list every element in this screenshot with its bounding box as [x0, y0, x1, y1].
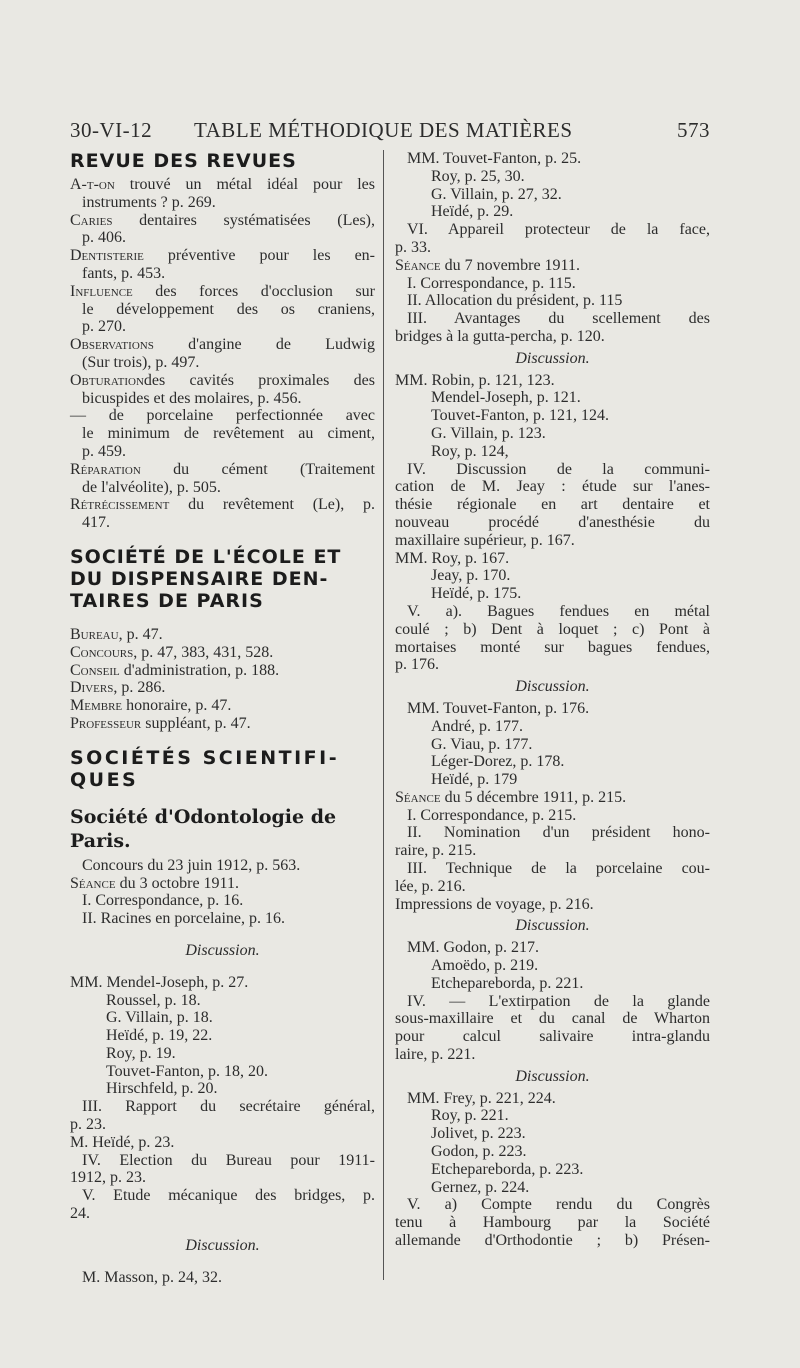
index-entry: Touvet-Fanton, p. 121, 124. [431, 407, 609, 425]
index-entry: I. Correspondance, p. 215. [407, 806, 577, 824]
index-entry: G. Viau, p. 177. [431, 735, 533, 753]
section-heading-societe-ecole: SOCIÉTÉ DE L'ÉCOLE ET DU DISPENSAIRE DEN- TAIRES DE PARIS [70, 545, 342, 612]
index-entry: 417. [82, 514, 110, 532]
running-header [70, 118, 710, 148]
index-entry: Etchepareborda, p. 221. [431, 974, 584, 992]
index-entry: MM. Godon, p. 217. [407, 939, 540, 957]
index-entry: André, p. 177. [431, 717, 523, 735]
section-heading-societes-scientifiques: SOCIÉTÉS SCIENTIFI- QUES [70, 746, 340, 791]
discussion-label: Discussion. [515, 349, 590, 367]
index-entry: le développement des os craniens, [82, 300, 375, 318]
index-entry: G. Villain, p. 27, 32. [431, 185, 562, 203]
index-entry: Obturationdes cavités proximales des [70, 371, 375, 389]
index-entry: Caries dentaires systématisées (Les), [70, 211, 375, 229]
index-entry: MM. Robin, p. 121, 123. [395, 371, 555, 389]
index-entry: 24. [70, 1205, 90, 1223]
index-entry: M. Heïdé, p. 23. [70, 1133, 175, 1151]
index-entry: MM. Touvet-Fanton, p. 176. [407, 699, 590, 717]
index-entry: I. Correspondance, p. 115. [407, 274, 576, 292]
index-entry: — de porcelaine perfectionnée avec [70, 407, 375, 425]
index-entry: Réparation du cément (Traitement [70, 460, 375, 478]
index-entry: cation de M. Jeay : étude sur l'anes- [395, 478, 710, 496]
index-entry: 1912, p. 23. [70, 1169, 146, 1187]
index-entry: MM. Roy, p. 167. [395, 549, 510, 567]
header-date: 30-VI-12 [70, 118, 153, 142]
index-entry: II. Allocation du président, p. 115 [407, 292, 623, 310]
index-entry: A-t-on trouvé un métal idéal pour les [70, 176, 375, 193]
discussion-label: Discussion. [515, 917, 590, 935]
section-heading-revue: REVUE DES REVUES [70, 150, 297, 172]
index-entry: III. Avantages du scellement des [407, 310, 710, 328]
index-entry: p. 270. [82, 318, 126, 336]
index-entry: Léger-Dorez, p. 178. [431, 753, 565, 771]
page-number: 573 [677, 118, 710, 142]
index-entry: MM. Frey, p. 221, 224. [407, 1089, 556, 1107]
index-entry: Divers, p. 286. [70, 679, 166, 697]
index-entry: G. Villain, p. 18. [106, 1009, 213, 1027]
index-entry: Gernez, p. 224. [431, 1178, 530, 1196]
index-entry: p. 176. [395, 656, 439, 674]
index-entry: pour calcul salivaire intra-glandu [395, 1028, 710, 1046]
index-entry: maxillaire supérieur, p. 167. [395, 531, 575, 549]
index-entry: (Sur trois), p. 497. [82, 353, 200, 371]
discussion-label: Discussion. [515, 1067, 590, 1085]
index-entry: raire, p. 215. [395, 842, 477, 860]
index-entry: Mendel-Joseph, p. 121. [431, 389, 581, 407]
index-entry: mortaises monté sur bagues fendues, [395, 638, 710, 656]
right-column [395, 150, 710, 1250]
index-entry: Roussel, p. 18. [106, 991, 201, 1009]
index-entry: p. 459. [82, 442, 126, 460]
index-entry: laire, p. 221. [395, 1046, 476, 1064]
index-entry: Séance du 3 octobre 1911. [70, 874, 239, 892]
index-entry: Influence des forces d'occlusion sur [70, 282, 375, 300]
index-entry: M. Masson, p. 24, 32. [82, 1268, 223, 1286]
index-entry: lée, p. 216. [395, 877, 466, 895]
index-entry: V. a). Bagues fendues en métal [407, 602, 710, 620]
index-entry: Observations d'angine de Ludwig [70, 336, 375, 354]
index-entry: G. Villain, p. 123. [431, 424, 546, 442]
index-entry: VI. Appareil protecteur de la face, [407, 221, 710, 239]
index-entry: Impressions de voyage, p. 216. [395, 895, 594, 913]
index-entry: de l'alvéolite), p. 505. [82, 478, 221, 496]
index-entry: Hirschfeld, p. 20. [106, 1080, 218, 1098]
index-entry: Amoëdo, p. 219. [431, 957, 539, 975]
index-entry: Conseil d'administration, p. 188. [70, 661, 280, 679]
index-entry: IV. — L'extirpation de la glande [407, 992, 710, 1010]
subsection-heading: Société d'Odontologie de Paris. [70, 805, 337, 852]
index-entry: Godon, p. 223. [431, 1143, 527, 1161]
index-entry: p. 23. [70, 1116, 106, 1134]
index-entry: III. Technique de la porcelaine cou- [407, 860, 710, 878]
index-entry: Séance du 5 décembre 1911, p. 215. [395, 788, 627, 806]
index-entry: le minimum de revêtement au ciment, [82, 425, 375, 443]
index-entry: IV. Election du Bureau pour 1911- [82, 1151, 375, 1169]
index-entry: Concours, p. 47, 383, 431, 528. [70, 643, 274, 661]
index-entry: instruments ? p. 269. [82, 193, 216, 211]
index-entry: Heïdé, p. 175. [431, 585, 522, 603]
index-entry: sous-maxillaire et du canal de Wharton [395, 1010, 710, 1028]
index-entry: tenu à Hambourg par la Société [395, 1214, 710, 1232]
index-entry: Roy, p. 19. [106, 1044, 176, 1062]
column-divider [383, 150, 384, 1280]
index-entry: MM. Touvet-Fanton, p. 25. [407, 150, 582, 167]
discussion-label: Discussion. [185, 1236, 260, 1254]
index-entry: V. Etude mécanique des bridges, p. [82, 1187, 375, 1205]
index-entry: Concours du 23 juin 1912, p. 563. [82, 856, 301, 874]
index-entry: Heïdé, p. 29. [431, 203, 514, 221]
discussion-label: Discussion. [185, 941, 260, 959]
index-entry: Bureau, p. 47. [70, 625, 163, 643]
index-entry: V. a) Compte rendu du Congrès [407, 1196, 710, 1214]
index-entry: bridges à la gutta-percha, p. 120. [395, 327, 605, 345]
index-entry: Séance du 7 novembre 1911. [395, 256, 580, 274]
index-entry: MM. Mendel-Joseph, p. 27. [70, 973, 249, 991]
index-entry: Heïdé, p. 179 [431, 771, 518, 789]
index-entry: Professeur suppléant, p. 47. [70, 714, 251, 732]
index-entry: p. 33. [395, 238, 431, 256]
index-entry: Touvet-Fanton, p. 18, 20. [106, 1062, 268, 1080]
index-entry: III. Rapport du secrétaire général, [82, 1098, 375, 1116]
index-entry: Jolivet, p. 223. [431, 1125, 526, 1143]
index-entry: coulé ; b) Dent à loquet ; c) Pont à [395, 620, 710, 638]
index-entry: II. Racines en porcelaine, p. 16. [82, 910, 286, 928]
index-entry: Jeay, p. 170. [431, 567, 511, 585]
index-entry: Heïdé, p. 19, 22. [106, 1027, 213, 1045]
index-entry: Roy, p. 25, 30. [431, 167, 525, 185]
header-title: TABLE MÉTHODIQUE DES MATIÈRES [194, 118, 573, 142]
index-entry: nouveau procédé d'anesthésie du [395, 513, 710, 531]
index-entry: fants, p. 453. [82, 264, 166, 282]
index-entry: Rétrécissement du revêtement (Le), p. [70, 496, 375, 514]
index-entry: bicuspides et des molaires, p. 456. [82, 389, 302, 407]
index-entry: I. Correspondance, p. 16. [82, 892, 244, 910]
index-entry: Roy, p. 124, [431, 442, 509, 460]
index-entry: IV. Discussion de la communi- [407, 460, 710, 478]
index-entry: II. Nomination d'un président hono- [407, 824, 710, 842]
discussion-label: Discussion. [515, 678, 590, 696]
index-entry: Etchepareborda, p. 223. [431, 1160, 584, 1178]
index-entry: p. 406. [82, 229, 126, 247]
index-entry: Dentisterie préventive pour les en- [70, 247, 375, 265]
index-entry: Roy, p. 221. [431, 1107, 509, 1125]
index-entry: thésie régionale en art dentaire et [395, 496, 710, 514]
left-column [70, 150, 375, 1286]
index-entry: allemande d'Orthodontie ; b) Présen- [395, 1232, 710, 1250]
index-entry: Membre honoraire, p. 47. [70, 697, 232, 715]
